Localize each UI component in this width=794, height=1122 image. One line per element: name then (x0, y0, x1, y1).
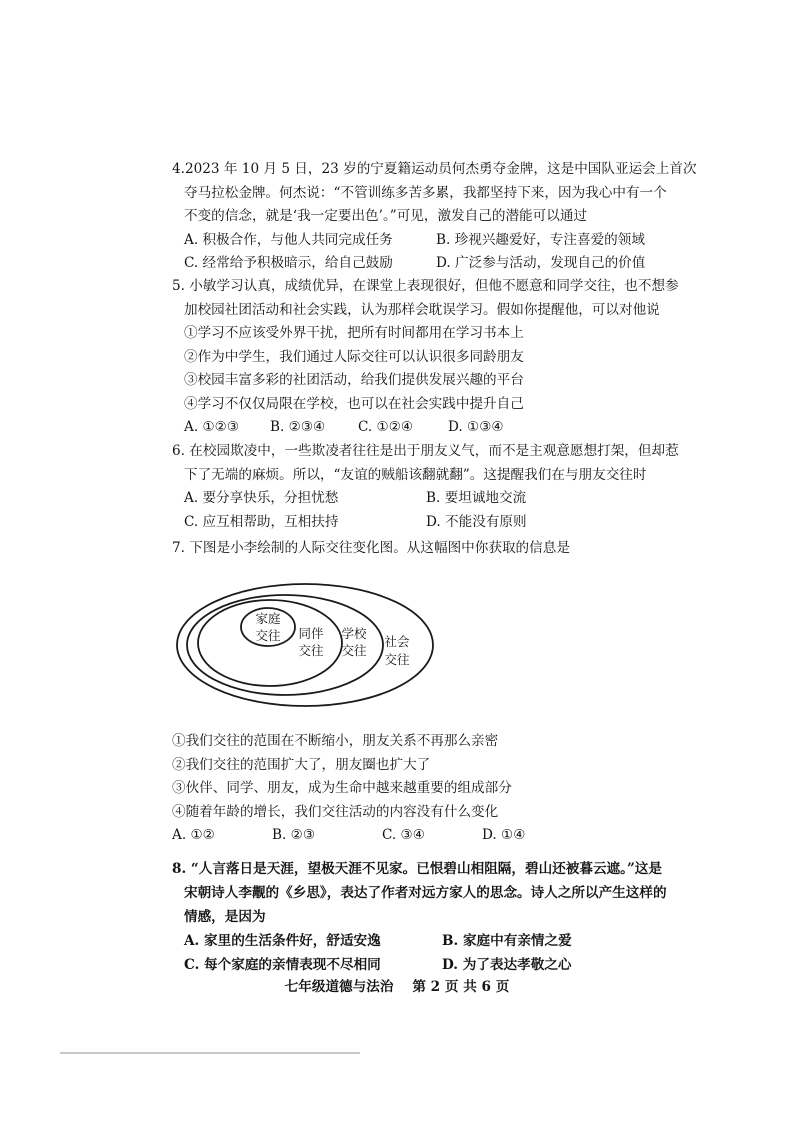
question-7 (172, 537, 702, 561)
option-b[interactable]: B. ②③ (272, 827, 316, 843)
label-school-1: 学校 (341, 626, 367, 641)
label-society-1: 社会 (384, 634, 410, 649)
question-7-stem-line: 7. 下图是小李绘制的人际交往变化图。从这幅图中你获取的信息是 (172, 540, 570, 556)
question-7-item: ①我们交往的范围在不断缩小，朋友关系不再那么亲密 (172, 733, 499, 749)
question-6 (172, 440, 702, 534)
label-family-1: 家庭 (255, 611, 281, 626)
question-5-item: ①学习不应该受外界干扰，把所有时间都用在学习书本上 (184, 325, 524, 341)
option-b[interactable]: B. 要坦诚地交流 (426, 490, 527, 506)
question-6-options-row (172, 511, 702, 535)
question-4-options-row (172, 229, 702, 253)
page-footer (0, 975, 794, 995)
question-4 (172, 158, 702, 276)
option-b[interactable]: B. 珍视兴趣爱好，专注喜爱的领域 (436, 231, 645, 248)
question-6-stem-line: 下了无端的麻烦。所以，“友谊的贼船该翻就翻”。这提醒我们在与朋友交往时 (184, 466, 647, 483)
question-7-items (172, 730, 702, 848)
question-4-stem-line: 夺马拉松金牌。何杰说：“不管训练多苦多累，我都坚持下来，因为我心中有一个 (184, 184, 667, 201)
question-7-item: ②我们交往的范围扩大了，朋友圈也扩大了 (172, 756, 431, 773)
question-6-options-row (172, 487, 702, 511)
question-8 (172, 857, 702, 977)
question-5-options-row (172, 416, 702, 440)
question-8-options-row (172, 929, 702, 953)
scan-artifact-line (60, 1052, 360, 1054)
footer-subject: 七年级道德与法治 (284, 979, 394, 995)
question-4-options-row (172, 252, 702, 276)
footer-page-number: 第 2 页 共 6 页 (412, 979, 510, 995)
label-society-2: 交往 (384, 652, 410, 667)
question-6-stem-line: 6. 在校园欺凌中，一些欺凌者往往是出于朋友义气，而不是主观意愿想打架，但却惹 (172, 443, 679, 459)
option-c[interactable]: C. ③④ (382, 827, 425, 843)
question-5-item: ③校园丰富多彩的社团活动，给我们提供发展兴趣的平台 (184, 372, 524, 388)
option-c[interactable]: C. ①②④ (358, 419, 414, 435)
option-a[interactable]: A. 要分享快乐，分担忧愁 (184, 490, 339, 506)
label-peer-2: 交往 (298, 643, 324, 658)
option-c[interactable]: C. 每个家庭的亲情表现不尽相同 (184, 957, 381, 973)
label-school-2: 交往 (341, 643, 367, 658)
question-7-item: ③伙伴、同学、朋友，成为生命中越来越重要的组成部分 (172, 780, 512, 796)
option-a[interactable]: A. 积极合作，与他人共同完成任务 (184, 231, 393, 248)
option-b[interactable]: B. 家庭中有亲情之爱 (442, 933, 572, 949)
option-a[interactable]: A. 家里的生活条件好，舒适安逸 (184, 933, 381, 949)
option-d[interactable]: D. 为了表达孝敬之心 (442, 957, 572, 973)
question-8-stem-line: 8. “人言落日是天涯，望极天涯不见家。已恨碧山相阻隔，碧山还被暮云遮。”这是 (172, 861, 662, 877)
question-5-item: ④学习不仅仅局限在学校，也可以在社会实践中提升自己 (184, 395, 524, 412)
question-5-item: ②作为中学生，我们通过人际交往可以认识很多同龄朋友 (184, 348, 524, 365)
question-8-options-row (172, 953, 702, 977)
option-a[interactable]: A. ①②③ (184, 419, 240, 435)
question-8-stem-line: 情感，是因为 (184, 909, 266, 925)
option-c[interactable]: C. 应互相帮助，互相扶持 (184, 513, 339, 530)
option-d[interactable]: D. ①④ (482, 827, 526, 843)
question-5-stem-line: 5. 小敏学习认真，成绩优异，在课堂上表现很好，但他不愿意和同学交往，也不想参 (172, 278, 679, 294)
label-family-2: 交往 (255, 628, 281, 643)
question-4-stem-line: 4.2023 年 10 月 5 日，23 岁的宁夏籍运动员何杰勇夺金牌，这是中国队亚运会上首次 (172, 161, 697, 177)
question-7-options-row (172, 824, 702, 848)
question-5 (172, 275, 702, 440)
option-d[interactable]: D. 不能没有原则 (426, 513, 527, 530)
question-5-stem-line: 加校园社团活动和社会实践，认为那样会耽误学习。假如你提醒他，可以对他说 (184, 301, 660, 318)
option-d[interactable]: D. ①③④ (448, 419, 504, 435)
question-4-stem-line: 不变的信念，就是‘我一定要出色’。”可见，激发自己的潜能可以通过 (184, 208, 588, 224)
social-circles-diagram (170, 580, 440, 710)
option-c[interactable]: C. 经常给予积极暗示，给自己鼓励 (184, 255, 393, 271)
question-7-item: ④随着年龄的增长，我们交往活动的内容没有什么变化 (172, 803, 499, 820)
option-a[interactable]: A. ①② (172, 827, 215, 843)
option-b[interactable]: B. ②③④ (270, 419, 326, 435)
question-8-stem-line: 宋朝诗人李觏的《乡思》，表达了作者对远方家人的思念。诗人之所以产生这样的 (184, 885, 667, 901)
option-d[interactable]: D. 广泛参与活动，发现自己的价值 (436, 255, 646, 271)
label-peer-1: 同伴 (298, 626, 324, 641)
